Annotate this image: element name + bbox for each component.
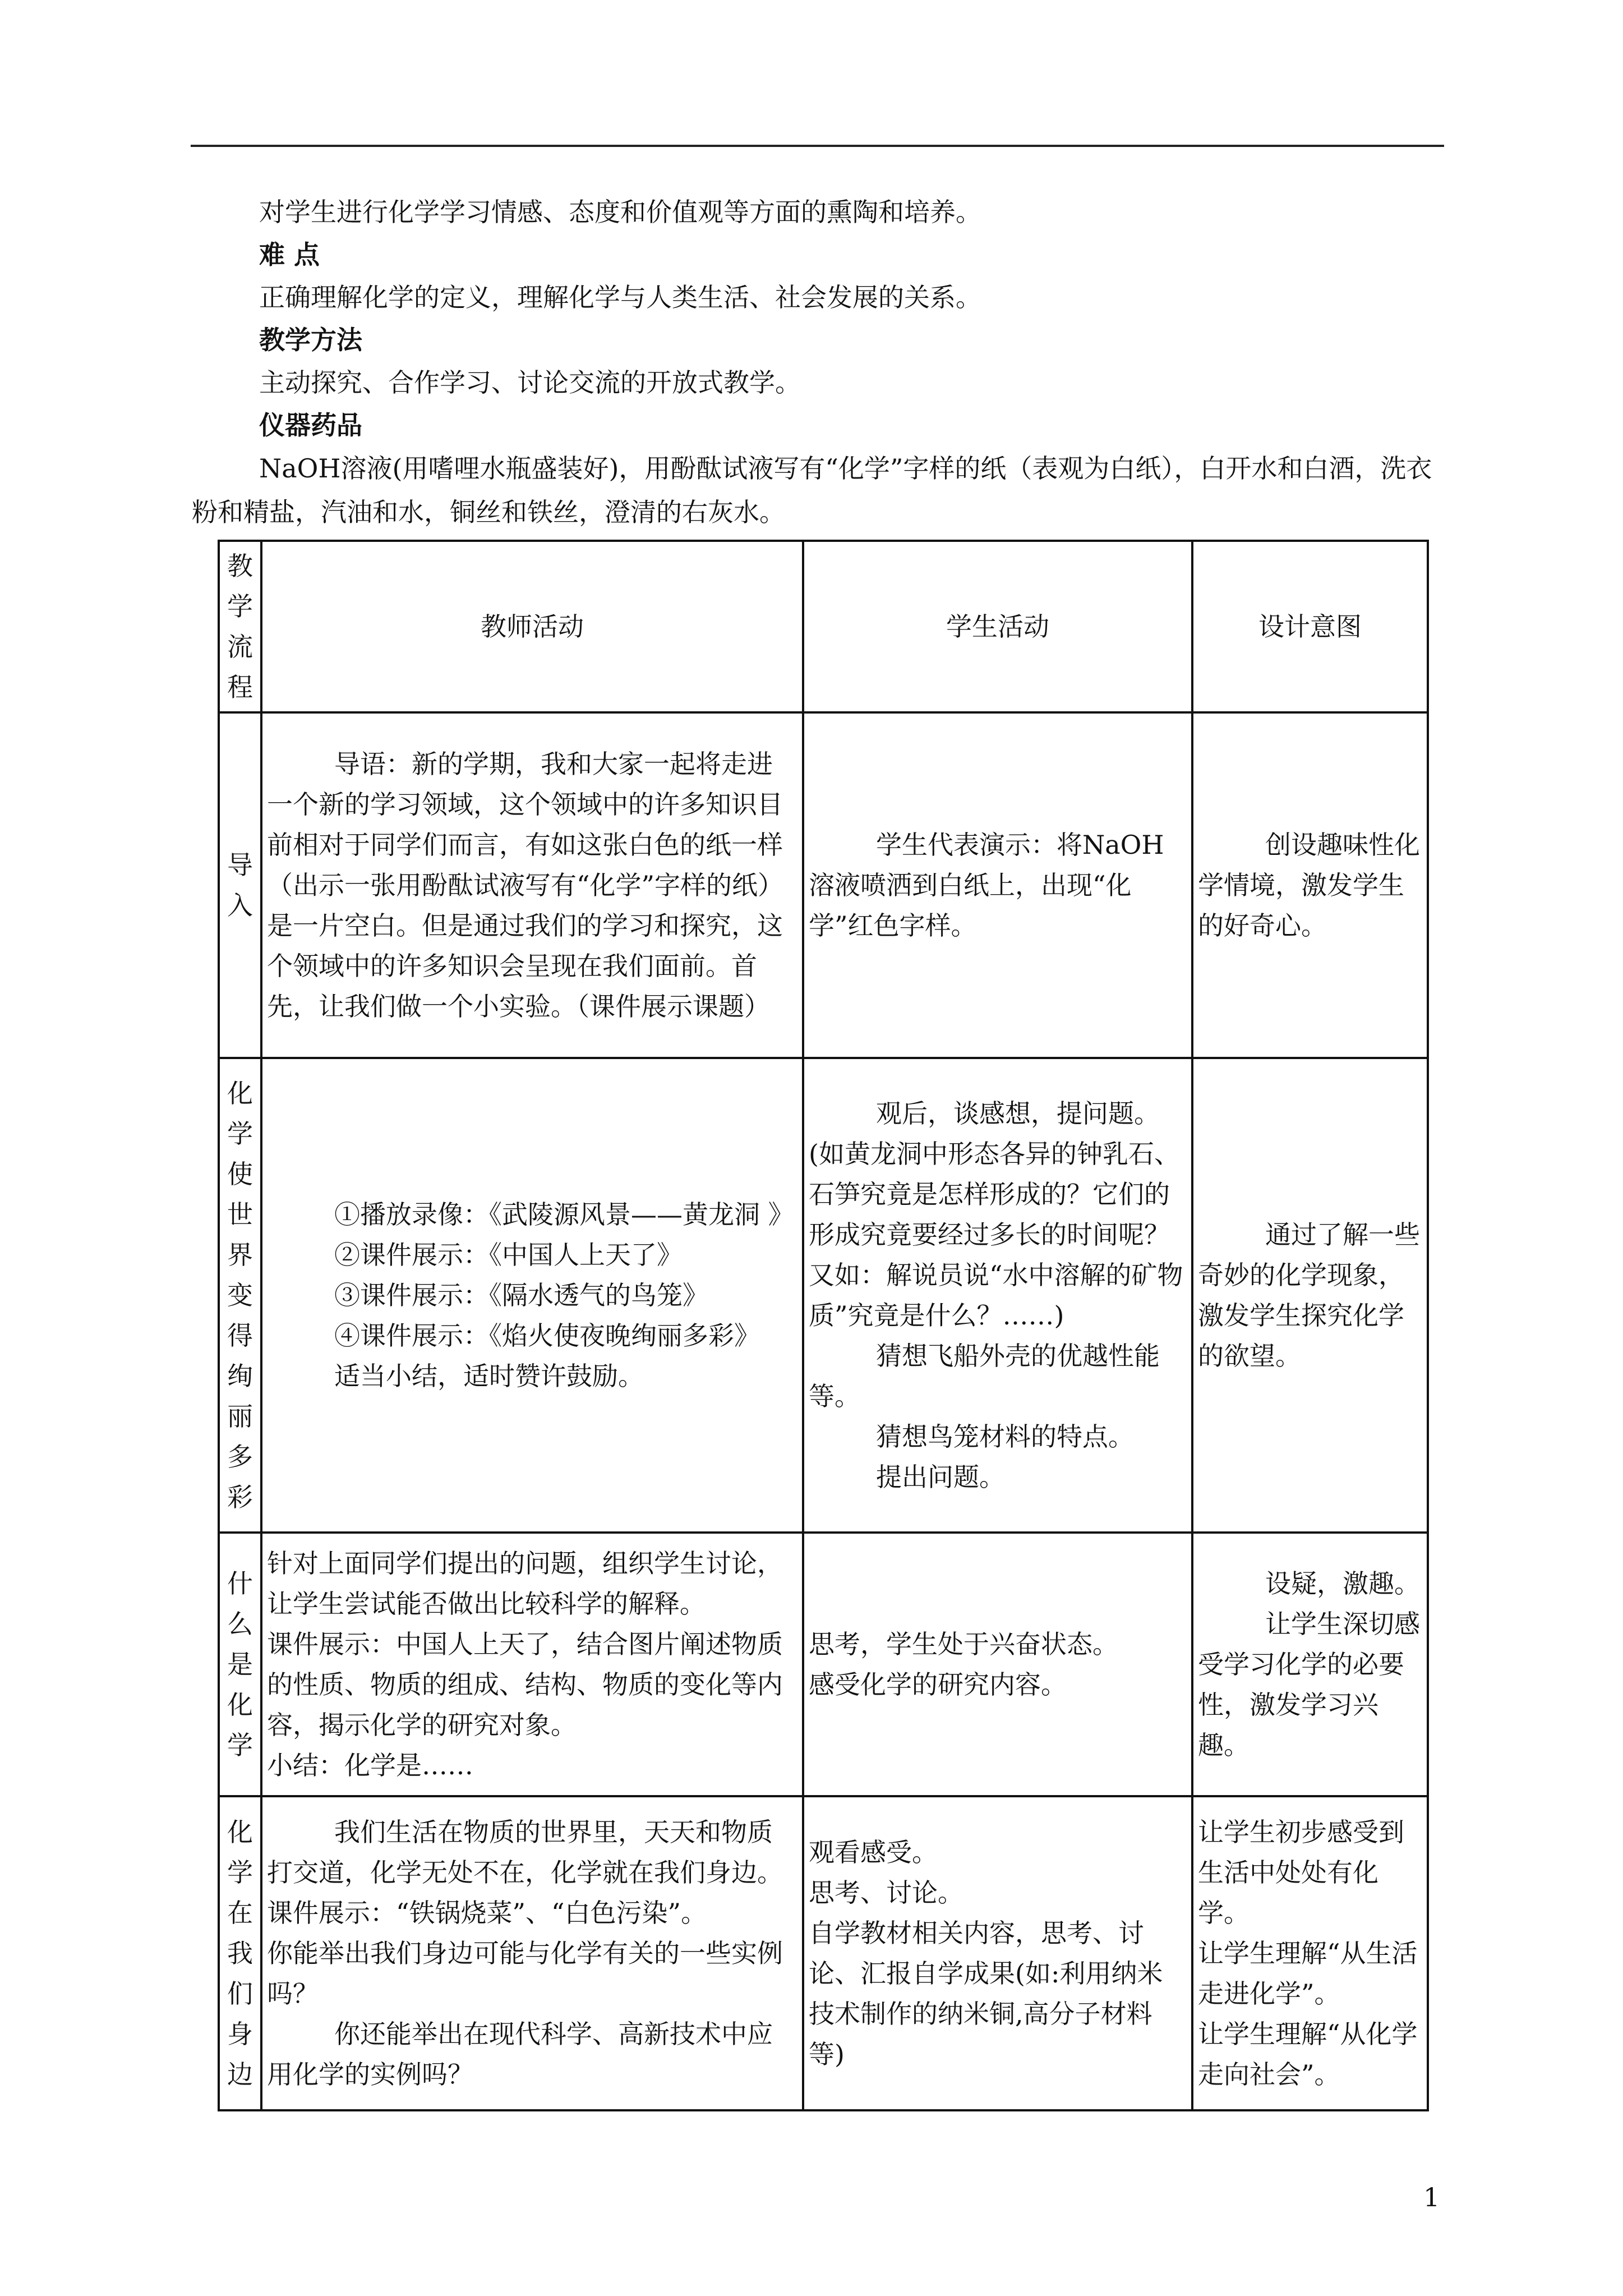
teacher-cell: 导语：新的学期，我和大家一起将走进一个新的学习领域，这个领域中的许多知识目前相对于同学们而言，有如这张白色的纸一样（出示一张用酚酞试液写有“化学”字样的纸）是一片空白。但是通过我们的学习和探究，这个领域中的许多知识会呈现在我们面前。首先，让我们做一个小实验。（课件展示课题） xyxy=(261,712,803,1058)
student-header: 学生活动 xyxy=(803,541,1192,712)
teacher-header: 教师活动 xyxy=(261,541,803,712)
table-header-row xyxy=(219,541,1428,712)
design-header: 设计意图 xyxy=(1192,541,1428,712)
stage-cell: 导 入 xyxy=(219,712,261,1058)
page-number: 1 xyxy=(1423,2182,1440,2212)
stage-cell: 化 学 使 世 界 变 得 绚 丽 多 彩 xyxy=(219,1058,261,1533)
stage-cell: 什 么 是 化 学 xyxy=(219,1533,261,1796)
intro-line: 对学生进行化学学习情感、态度和价值观等方面的熏陶和培养。 xyxy=(259,197,981,227)
table-row xyxy=(219,1533,1428,1796)
student-cell: 思考，学生处于兴奋状态。 感受化学的研究内容。 xyxy=(803,1533,1192,1796)
teacher-cell: 我们生活在物质的世界里，天天和物质打交道，化学无处不在，化学就在我们身边。 课件展示：“铁锅烧菜”、“白色污染”。 你能举出我们身边可能与化学有关的一些实例吗？ 你还能举出在现代科学、高新技术中应用化学的实例吗？ xyxy=(261,1796,803,2110)
student-cell: 观后，谈感想，提问题。(如黄龙洞中形态各异的钟乳石、石笋究竟是怎样形成的？它们的形成究竟要经过多长的时间呢？又如：解说员说“水中溶解的矿物质”究竟是什么？……) 猜想飞船外壳的优越性能等。 猜想鸟笼材料的特点。 提出问题。 xyxy=(803,1058,1192,1533)
design-cell: 通过了解一些奇妙的化学现象，激发学生探究化学的欲望。 xyxy=(1192,1058,1428,1533)
design-cell: 创设趣味性化学情境，激发学生的好奇心。 xyxy=(1192,712,1428,1058)
stage-header: 教 学 流 程 xyxy=(219,541,261,712)
lesson-table xyxy=(218,540,1429,2111)
method-text: 主动探究、合作学习、讨论交流的开放式教学。 xyxy=(259,367,801,398)
difficulty-text: 正确理解化学的定义，理解化学与人类生活、社会发展的关系。 xyxy=(259,282,981,312)
student-cell: 学生代表演示：将NaOH溶液喷洒到白纸上，出现“化学”红色字样。 xyxy=(803,712,1192,1058)
method-heading: 教学方法 xyxy=(259,325,362,355)
materials-heading: 仪器药品 xyxy=(259,410,362,440)
materials-text: NaOH溶液(用嗜哩水瓶盛装好)，用酚酞试液写有“化学”字样的纸（表观为白纸），白开水和白酒，洗衣粉和精盐，汽油和水，铜丝和铁丝，澄清的右灰水。 xyxy=(192,453,1432,527)
table-row xyxy=(219,1796,1428,2110)
teacher-cell: ①播放录像：《武陵源风景——黄龙洞 》 ②课件展示：《中国人上天了》 ③课件展示：《隔水透气的鸟笼》 ④课件展示：《焰火使夜晚绚丽多彩》 适当小结，适时赞许鼓励。 xyxy=(261,1058,803,1533)
student-cell: 观看感受。 思考、讨论。 自学教材相关内容，思考、讨论、汇报自学成果(如:利用纳米技术制作的纳米铜,高分子材料等) xyxy=(803,1796,1192,2110)
stage-cell: 化 学 在 我 们 身 边 xyxy=(219,1796,261,2110)
intro-section xyxy=(192,191,1445,534)
teacher-cell: 针对上面同学们提出的问题，组织学生讨论，让学生尝试能否做出比较科学的解释。 课件展示：中国人上天了，结合图片阐述物质的性质、物质的组成、结构、物质的变化等内容，揭示化学的研究对象。 小结：化学是…… xyxy=(261,1533,803,1796)
difficulty-heading: 难 点 xyxy=(259,240,320,270)
table-row xyxy=(219,712,1428,1058)
header-rule xyxy=(191,145,1444,147)
design-cell: 让学生初步感受到生活中处处有化学。 让学生理解“从生活走进化学”。 让学生理解“从化学走向社会”。 xyxy=(1192,1796,1428,2110)
design-cell: 设疑，激趣。 让学生深切感受学习化学的必要性，激发学习兴趣。 xyxy=(1192,1533,1428,1796)
table-row xyxy=(219,1058,1428,1533)
